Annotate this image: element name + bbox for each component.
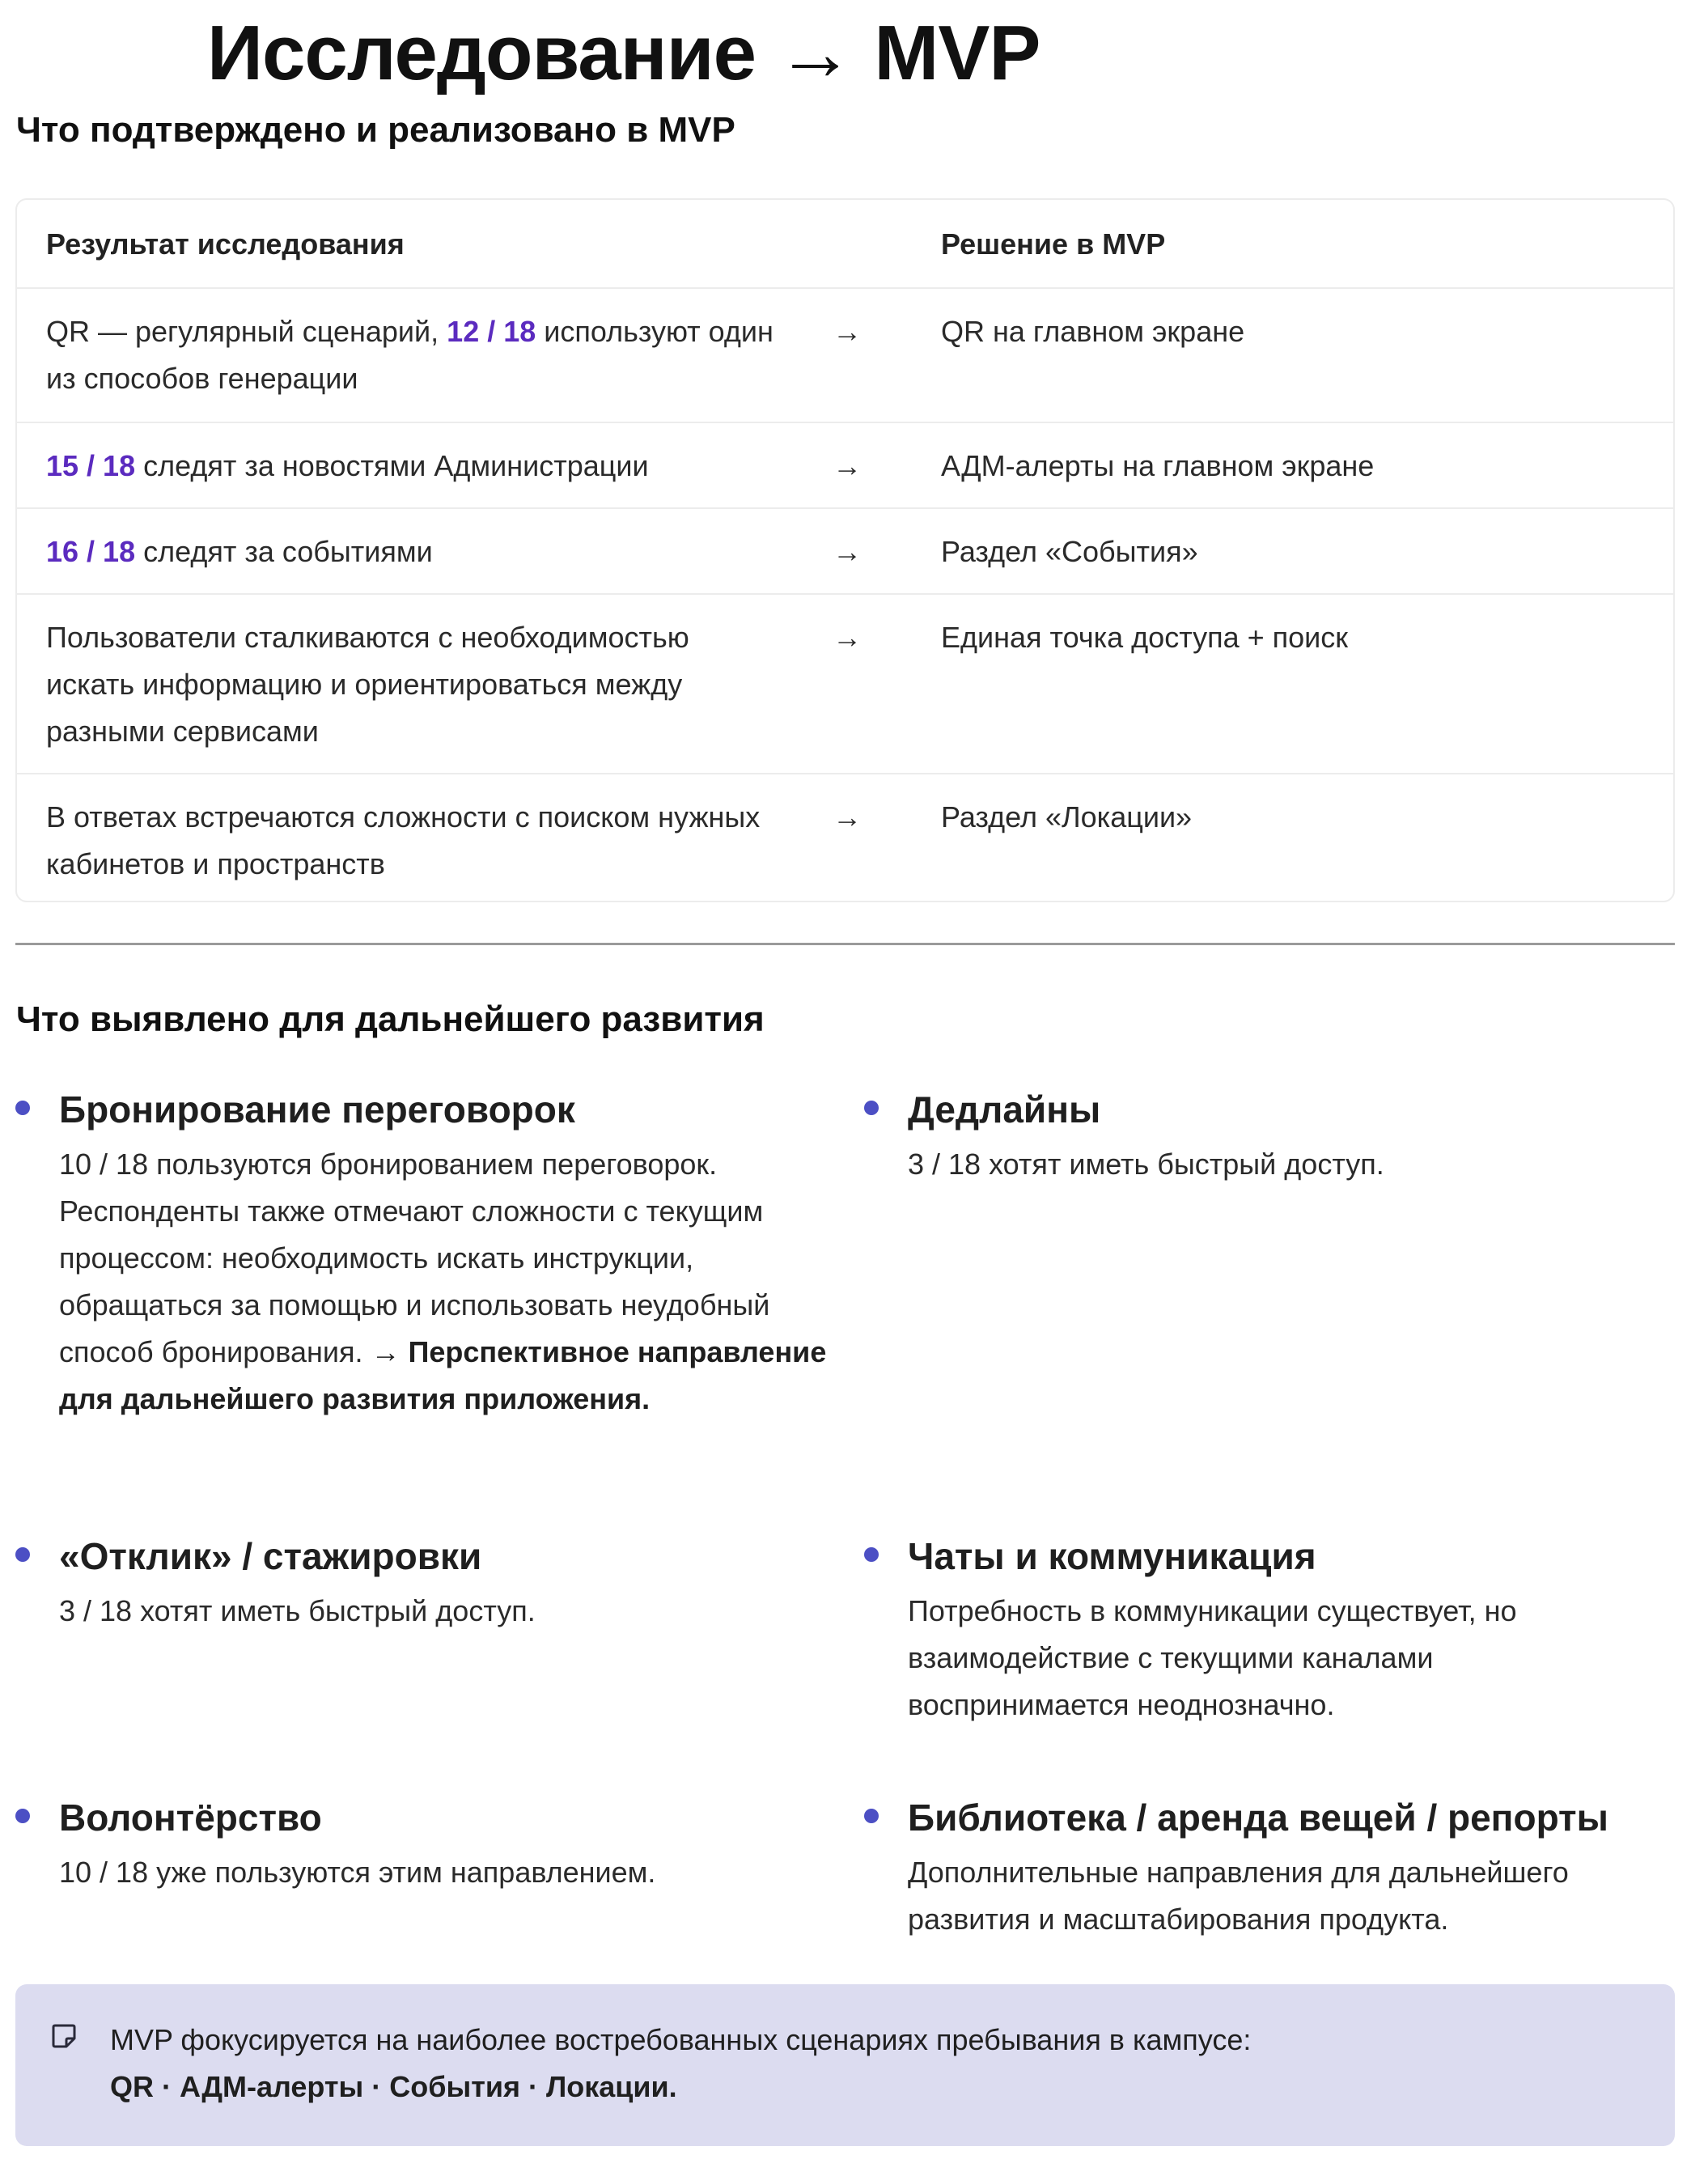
arrow-icon: →: [833, 315, 862, 348]
development-item-deadlines: [908, 1081, 1685, 1188]
note-text: [110, 2017, 1631, 2110]
item-text-regular: Потребность в коммуникации существует, но взаимодействие с текущими каналами воспринимается неоднозначно.: [908, 1594, 1517, 1721]
item-text-regular: 10 / 18 пользуются бронированием переговорок. Респонденты также отмечают сложности с текущим процессом: необходимость искать инструкции, обращаться за помощью и использовать неудобный способ бронирования.: [59, 1148, 770, 1368]
item-text-bold: → Перспективное направление для дальнейшего развития приложения.: [59, 1335, 827, 1415]
note-focus-list: QR · АДМ-алерты · События · Локации.: [110, 2070, 677, 2103]
confirmed-heading: Что подтверждено и реализовано в MVP: [16, 110, 735, 150]
arrow-icon: →: [833, 621, 862, 654]
development-item-booking: [59, 1081, 836, 1423]
page-title: Исследование → MVP: [207, 10, 1040, 96]
item-title: Чаты и коммуникация: [908, 1535, 1316, 1577]
column-header-result: Результат исследования: [46, 227, 405, 261]
arrow-icon: →: [833, 535, 862, 568]
table-row: [17, 509, 1673, 595]
solution-cell: Раздел «Локации»: [941, 800, 1193, 834]
bullet-icon: [864, 1809, 879, 1823]
result-text: следят за новостями Администрации: [135, 449, 649, 482]
table-row: [17, 289, 1673, 423]
development-item-library: [908, 1789, 1636, 1943]
item-text: [908, 1849, 1636, 1943]
result-text: QR — регулярный сценарий,: [46, 315, 447, 348]
table-row: [17, 423, 1673, 509]
bullet-icon: [864, 1101, 879, 1115]
item-text: [59, 1588, 836, 1635]
table-row: [17, 774, 1673, 902]
item-title: Библиотека / аренда вещей / репорты: [908, 1797, 1608, 1839]
bullet-icon: [15, 1547, 30, 1562]
development-heading: Что выявлено для дальнейшего развития: [16, 999, 765, 1039]
table-row: [17, 595, 1673, 774]
item-text-regular: 10 / 18 уже пользуются этим направлением.: [59, 1856, 656, 1889]
result-text: Пользователи сталкиваются с необходимостью искать информацию и ориентироваться между разными сервисами: [46, 621, 689, 748]
section-divider: [15, 943, 1675, 945]
item-text-regular: 3 / 18 хотят иметь быстрый доступ.: [59, 1594, 536, 1627]
solution-cell: АДМ-алерты на главном экране: [941, 449, 1375, 482]
table-header: [17, 200, 1673, 289]
result-cell: [46, 528, 774, 575]
summary-note: [15, 1984, 1675, 2146]
bullet-icon: [15, 1101, 30, 1115]
stat-highlight: 15 / 18: [46, 449, 136, 482]
note-icon: [49, 2021, 78, 2051]
development-item-internships: [59, 1528, 836, 1635]
arrow-icon: →: [833, 449, 862, 482]
item-title: «Отклик» / стажировки: [59, 1535, 482, 1577]
result-text: следят за событиями: [135, 535, 433, 568]
development-item-chats: [908, 1528, 1628, 1729]
column-header-solution: Решение в MVP: [941, 227, 1166, 261]
solution-cell: Единая точка доступа + поиск: [941, 621, 1348, 654]
result-text: используют один из способов генерации: [46, 315, 773, 395]
item-title: Дедлайны: [908, 1088, 1101, 1131]
result-cell: [46, 614, 774, 755]
result-cell: [46, 443, 774, 490]
arrow-icon: →: [833, 800, 862, 834]
item-text-regular: Дополнительные направления для дальнейшего развития и масштабирования продукта.: [908, 1856, 1569, 1936]
solution-cell: QR на главном экране: [941, 315, 1245, 348]
item-text: [908, 1141, 1685, 1188]
note-line: MVP фокусируется на наиболее востребованных сценариях пребывания в кампусе:: [110, 2023, 1252, 2056]
item-text-regular: 3 / 18 хотят иметь быстрый доступ.: [908, 1148, 1384, 1181]
item-text: [908, 1588, 1628, 1729]
research-table: [15, 198, 1675, 902]
stat-highlight: 12 / 18: [447, 315, 536, 348]
item-title: Бронирование переговорок: [59, 1088, 575, 1131]
item-text: [59, 1849, 836, 1896]
item-text: [59, 1141, 836, 1423]
solution-cell: Раздел «События»: [941, 535, 1198, 568]
stat-highlight: 16 / 18: [46, 535, 136, 568]
bullet-icon: [864, 1547, 879, 1562]
development-item-volunteering: [59, 1789, 836, 1896]
result-text: В ответах встречаются сложности с поиском нужных кабинетов и пространств: [46, 800, 761, 880]
bullet-icon: [15, 1809, 30, 1823]
result-cell: [46, 794, 774, 888]
result-cell: [46, 308, 774, 402]
item-title: Волонтёрство: [59, 1797, 322, 1839]
